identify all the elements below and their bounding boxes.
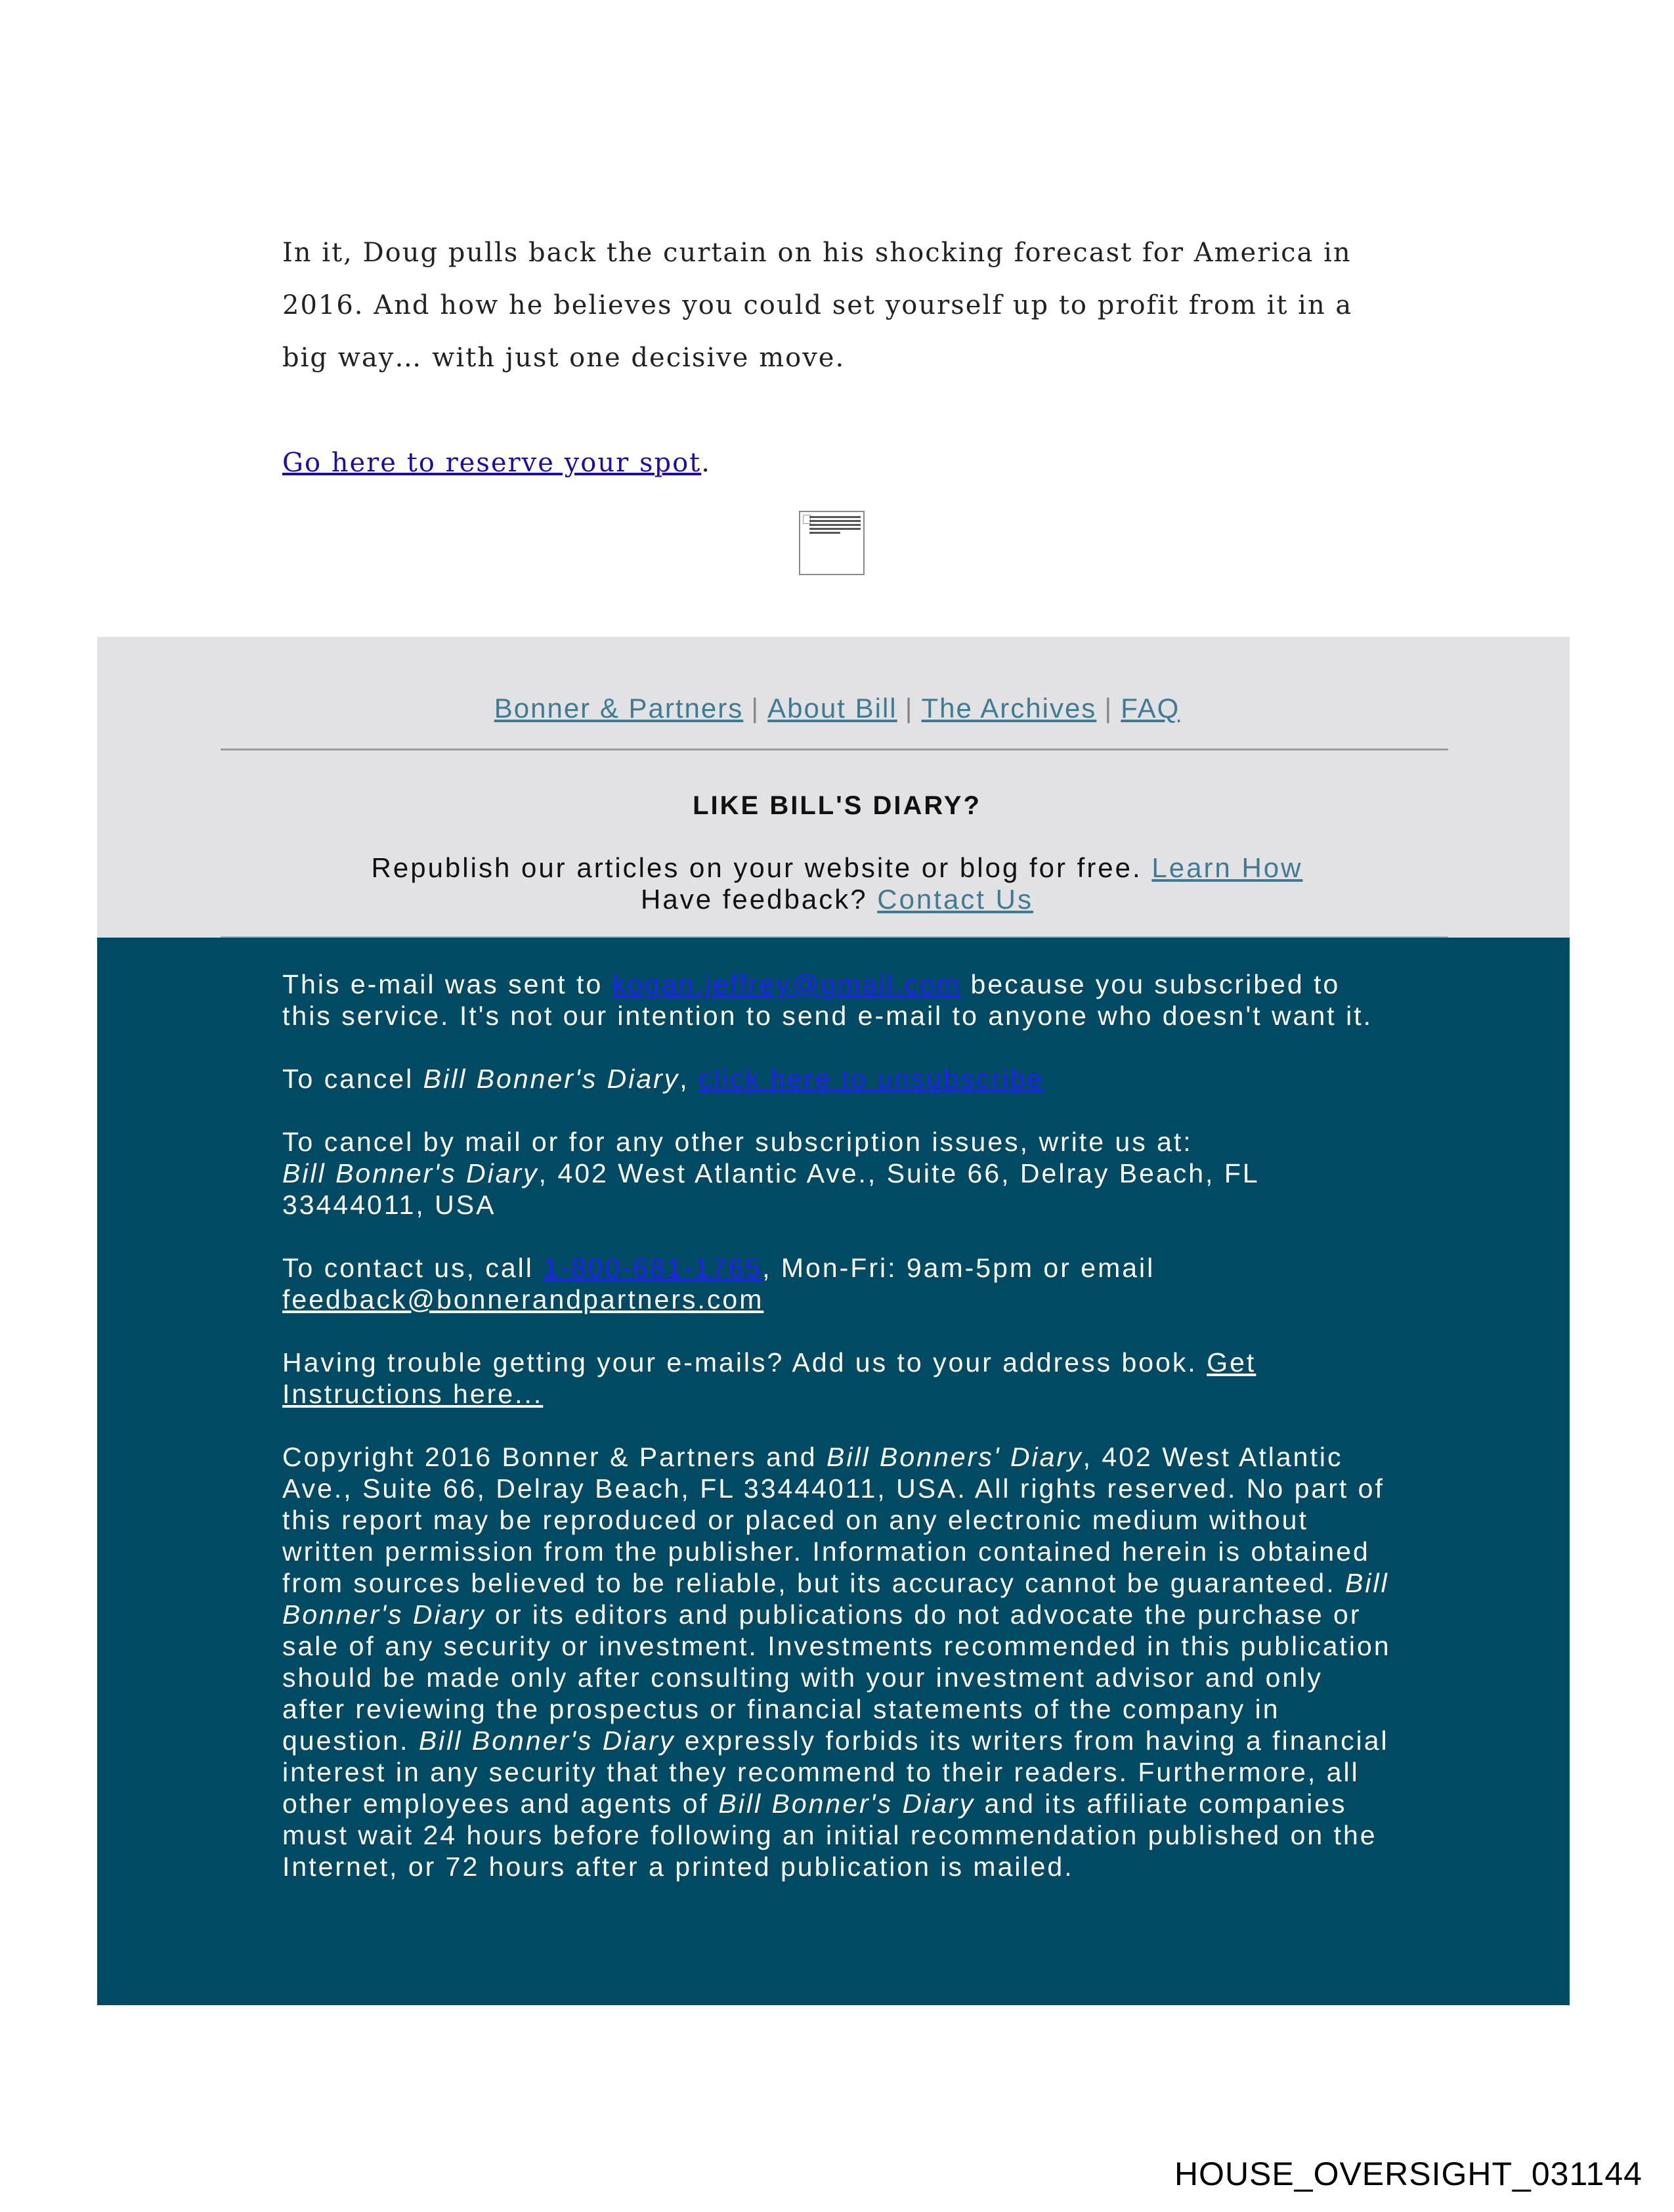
- nav-faq[interactable]: FAQ: [1121, 693, 1180, 724]
- trouble-text: Having trouble getting your e-mails? Add us to your address book.: [282, 1347, 1197, 1377]
- copyright-pub: Bill Bonners' Diary: [826, 1442, 1083, 1472]
- trouble-paragraph: [282, 1347, 1392, 1410]
- footer-legal: [282, 968, 1392, 1914]
- copyright-2: , 402 West Atlantic Ave., Suite 66, Delray Beach, FL 33444011, USA. All rights reserved. No part of this report may be reproduced or placed on any electronic medium without written permission from the publisher. Information contained herein is obtained from sources believed to be reliable, but its accuracy cannot be guaranteed.: [282, 1442, 1384, 1598]
- sent-to-paragraph: [282, 968, 1392, 1031]
- copyright-pub-3: Bill Bonner's Diary: [418, 1725, 676, 1756]
- copyright-pub-4: Bill Bonner's Diary: [718, 1789, 976, 1819]
- mail-address: , 402 West Atlantic Ave., Suite 66, Delray Beach, FL 33444011, USA: [282, 1158, 1259, 1220]
- phone-link[interactable]: 1-800-681-1765: [543, 1253, 763, 1283]
- band-divider: [221, 936, 1448, 938]
- intro-paragraph: In it, Doug pulls back the curtain on his shocking forecast for America in 2016. And how he believes you could set yourself up to profit from it in a big way… with just one decisive move.: [282, 238, 1353, 373]
- like-title: LIKE BILL'S DIARY?: [693, 791, 981, 820]
- cancel-paragraph: [282, 1063, 1392, 1095]
- mail-publication: Bill Bonner's Diary: [282, 1158, 539, 1188]
- nav-separator: |: [1104, 693, 1113, 724]
- image-alt-text-lines: [809, 516, 861, 536]
- feedback-text: Have feedback?: [641, 884, 868, 915]
- contact-us-link[interactable]: Contact Us: [877, 884, 1033, 915]
- copyright-4: expressly forbids its writers from having a financial interest in any security that they recommend to their readers. Furthermore, all other employees and agents of: [282, 1725, 1389, 1819]
- instructions-link[interactable]: Get Instructions here...: [282, 1347, 1256, 1409]
- copyright-pub-2: Bill Bonner's Diary: [282, 1568, 1389, 1630]
- copyright-5: and its affiliate companies must wait 24 hours before following an initial recommendation published on the Internet, or 72 hours after a printed publication is mailed.: [282, 1789, 1377, 1882]
- nav-archives[interactable]: The Archives: [921, 693, 1097, 724]
- reserve-period: .: [701, 448, 711, 478]
- republish-block: [0, 852, 1674, 915]
- nav-about-bill[interactable]: About Bill: [767, 693, 897, 724]
- cancel-comma: ,: [679, 1064, 689, 1094]
- nav-separator: |: [751, 693, 760, 724]
- copyright-3: or its editors and publications do not advocate the purchase or sale of any security or investment. Investments recommended in this publication should be made only after consulting with your investment advisor and only after reviewing the prospectus or financial statements of the company in question.: [282, 1599, 1391, 1756]
- contact-prefix: To contact us, call: [282, 1253, 534, 1283]
- recipient-email-link[interactable]: kogan.jeffrey@gmail.com: [612, 969, 962, 999]
- nav-separator: |: [905, 693, 914, 724]
- footer-nav: [0, 693, 1674, 724]
- mail-paragraph: [282, 1126, 1392, 1221]
- feedback-email-link[interactable]: feedback@bonnerandpartners.com: [282, 1284, 764, 1314]
- copyright-1: Copyright 2016 Bonner & Partners and: [282, 1442, 817, 1472]
- copyright-paragraph: [282, 1441, 1392, 1882]
- nav-bonner-partners[interactable]: Bonner & Partners: [494, 693, 744, 724]
- mail-line: To cancel by mail or for any other subscription issues, write us at:: [282, 1127, 1193, 1157]
- nav-divider: [221, 748, 1448, 750]
- broken-image-icon: [799, 511, 865, 575]
- learn-how-link[interactable]: Learn How: [1151, 852, 1303, 883]
- contact-mid: , Mon-Fri: 9am-5pm or email: [762, 1253, 1155, 1283]
- sent-prefix: This e-mail was sent to: [282, 969, 603, 999]
- unsubscribe-link[interactable]: click here to unsubscribe: [698, 1064, 1044, 1094]
- bates-number: HOUSE_OVERSIGHT_031144: [1174, 2156, 1642, 2192]
- reserve-line: [282, 437, 1398, 489]
- republish-text: Republish our articles on your website or blog for free.: [371, 852, 1142, 883]
- cancel-publication: Bill Bonner's Diary: [423, 1064, 680, 1094]
- reserve-spot-link[interactable]: Go here to reserve your spot: [282, 448, 702, 478]
- cancel-prefix: To cancel: [282, 1064, 414, 1094]
- sent-suffix: because you subscribed to this service. It's not our intention to send e-mail to anyone who doesn't want it.: [282, 969, 1373, 1031]
- contact-paragraph: [282, 1252, 1392, 1315]
